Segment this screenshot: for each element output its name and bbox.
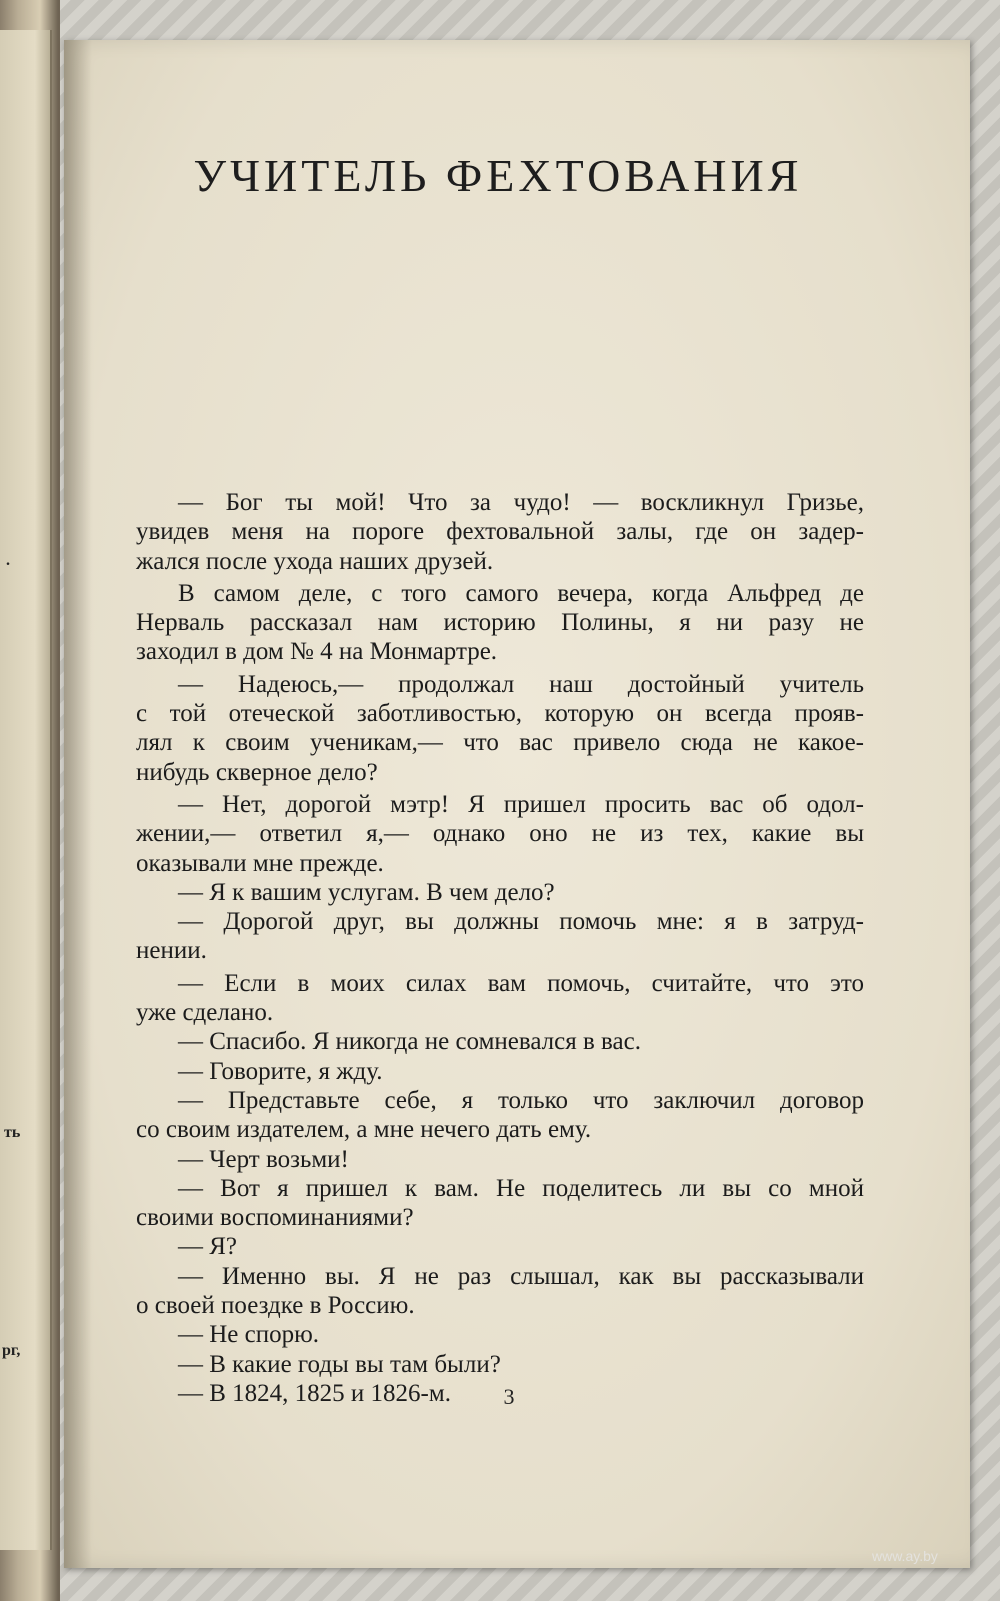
left-page-edge [0,30,52,1550]
text-line: уже сделано. [136,999,274,1027]
text-line: — Нет, дорогой мэтр! Я пришел просить вас об одол- [178,790,864,818]
page-number: 3 [503,1384,515,1409]
text-line: — Я? [178,1233,238,1261]
text-line: оказывали мне прежде. [136,849,384,877]
text-line: лял к своим ученикам,— что вас привело сюда не какое- [136,729,864,757]
text-line: — Именно вы. Я не раз слышал, как вы рассказывали [178,1262,864,1290]
text-line: Нерваль рассказал нам историю Полины, я ни разу не [136,609,864,637]
text-line: — Не спорю. [178,1321,320,1349]
text-line: с той отеческой заботливостью, которую он всегда прояв- [136,700,864,728]
text-line: — Спасибо. Я никогда не сомневался в вас. [178,1028,641,1056]
text-line: — В 1824, 1825 и 1826-м. [178,1379,451,1407]
text-line: — Если в моих силах вам помочь, считайте, что это [178,969,864,997]
spine-shadow [64,40,92,1568]
text-line: увидев меня на пороге фехтовальной залы, где он задер- [136,518,864,546]
text-line: — Вот я пришел к вам. Не поделитесь ли вы со мной [178,1174,864,1202]
text-line: — Надеюсь,— продолжал наш достойный учитель [178,670,864,698]
left-page-fragment: ть [4,1124,21,1141]
left-page-fragment: рг, [2,1342,21,1359]
text-line: — В какие годы вы там были? [178,1350,501,1378]
text-line: — Я к вашим услугам. В чем дело? [178,878,555,906]
text-line: жении,— ответил я,— однако оно не из тех, какие вы [136,820,864,848]
left-page-fragment: . [6,552,10,569]
text-line: заходил в дом № 4 на Монмартре. [136,638,498,666]
text-line: — Черт возьми! [178,1145,349,1173]
chapter-title: УЧИТЕЛЬ ФЕХТОВАНИЯ [193,149,803,201]
text-line: со своим издателем, а мне нечего дать ему. [136,1116,592,1144]
text-line: нибудь скверное дело? [136,758,378,786]
text-line: — Говорите, я жду. [178,1057,383,1085]
text-line: — Дорогой друг, вы должны помочь мне: я в затруд- [178,908,864,936]
watermark: www.ay.by [872,1548,938,1564]
text-line: В самом деле, с того самого вечера, когда Альфред де [178,579,864,607]
text-line: о своей поездке в Россию. [136,1292,415,1320]
page-text [136,488,864,1408]
text-line: нении. [136,937,207,965]
text-line: жался после ухода наших друзей. [136,547,494,575]
text-line: своими воспоминаниями? [136,1204,414,1232]
text-line: — Представьте себе, я только что заключил договор [178,1086,864,1114]
text-line: — Бог ты мой! Что за чудо! — воскликнул Гризье, [178,489,864,516]
